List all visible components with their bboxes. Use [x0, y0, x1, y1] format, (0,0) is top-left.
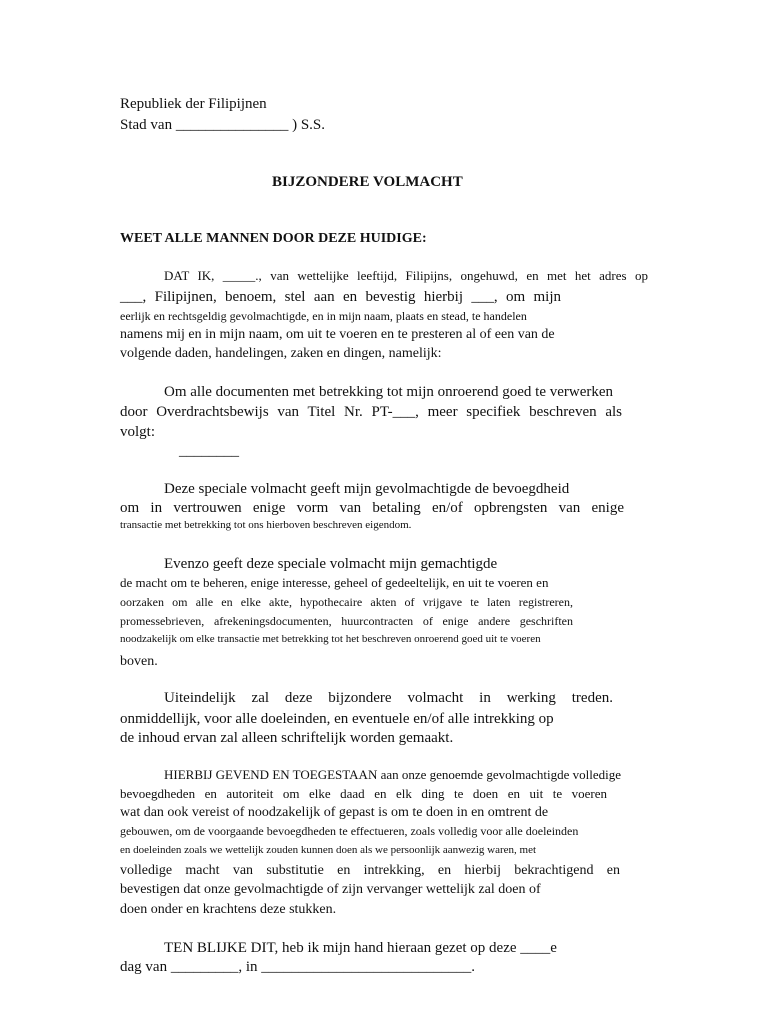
p1-line-3: eerlijk en rechtsgeldig gevolmachtigde, en in mijn naam, plaats en stead, te handelen [120, 309, 527, 323]
p6-line-7: bevestigen dat onze gevolmachtigde of zijn vervanger wettelijk zal doen of [120, 882, 541, 897]
p4-line-5: noodzakelijk om elke transactie met betrekking tot het beschreven onroerend goed uit te voeren [120, 633, 541, 645]
p7-line-1: TEN BLIJKE DIT, heb ik mijn hand hieraan gezet op deze ____e [164, 940, 557, 956]
p4-line-2: de macht om te beheren, enige interesse, geheel of gedeeltelijk, en uit te voeren en [120, 575, 549, 590]
p1-line-5: volgende daden, handelingen, zaken en dingen, namelijk: [120, 346, 442, 361]
p6-line-6: volledige macht van substitutie en intrekking, en hierbij bekrachtigend en [120, 863, 620, 878]
p3-line-1: Deze speciale volmacht geeft mijn gevolmachtigde de bevoegdheid [164, 481, 570, 497]
p3-line-2: om in vertrouwen enige vorm van betaling en/of opbrengsten van enige [120, 500, 624, 516]
p6-line-8: doen onder en krachtens deze stukken. [120, 902, 337, 917]
p7-line-2: dag van _________, in ____________________________. [120, 959, 475, 975]
p6-line-3: wat dan ook vereist of noodzakelijk of gepast is om te doen in en omtrent de [120, 805, 549, 820]
p5-line-3: de inhoud ervan zal alleen schriftelijk worden gemaakt. [120, 730, 454, 746]
p1-line-2: ___, Filipijnen, benoem, stel aan en bevestig hierbij ___, om mijn [120, 289, 561, 305]
header-city: Stad van _______________ ) S.S. [120, 117, 326, 133]
p5-line-2: onmiddellijk, voor alle doeleinden, en eventuele en/of alle intrekking op [120, 711, 554, 727]
p1-line-1: DAT IK, _____., van wettelijke leeftijd, Filipijns, ongehuwd, en met het adres op [164, 268, 648, 283]
p3-line-3: transactie met betrekking tot ons hierboven beschreven eigendom. [120, 519, 412, 531]
p5-line-1: Uiteindelijk zal deze bijzondere volmacht in werking treden. [164, 690, 613, 706]
p2-line-1: Om alle documenten met betrekking tot mijn onroerend goed te verwerken [164, 384, 614, 400]
p2-line-2: door Overdrachtsbewijs van Titel Nr. PT-___, meer specifiek beschreven als [120, 404, 622, 420]
p4-line-3: oorzaken om alle en elke akte, hypothecaire akten of vrijgave te laten registreren, [120, 595, 573, 609]
p6-line-4: gebouwen, om de voorgaande bevoegdheden te effectueren, zoals volledig voor alle doeleinden [120, 824, 579, 838]
p4-line-6: boven. [120, 654, 158, 669]
document-title: BIJZONDERE VOLMACHT [272, 174, 463, 190]
p2-line-3: volgt: [120, 424, 156, 440]
header-country: Republiek der Filipijnen [120, 96, 267, 112]
p6-line-2: bevoegdheden en autoriteit om elke daad en elk ding te doen en uit te voeren [120, 786, 607, 801]
p2-blank-line: ________ [179, 443, 239, 459]
p1-line-4: namens mij en in mijn naam, om uit te voeren en te presteren al of een van de [120, 327, 555, 342]
p4-line-4: promessebrieven, afrekeningsdocumenten, huurcontracten of enige andere geschriften [120, 614, 573, 628]
p6-line-1: HIERBIJ GEVEND EN TOEGESTAAN aan onze genoemde gevolmachtigde volledige [164, 767, 621, 782]
p6-line-5: en doeleinden zoals we wettelijk zouden kunnen doen als we persoonlijk aanwezig waren, met [120, 844, 537, 856]
p4-line-1: Evenzo geeft deze speciale volmacht mijn gemachtigde [164, 556, 498, 572]
salutation: WEET ALLE MANNEN DOOR DEZE HUIDIGE: [120, 231, 427, 246]
